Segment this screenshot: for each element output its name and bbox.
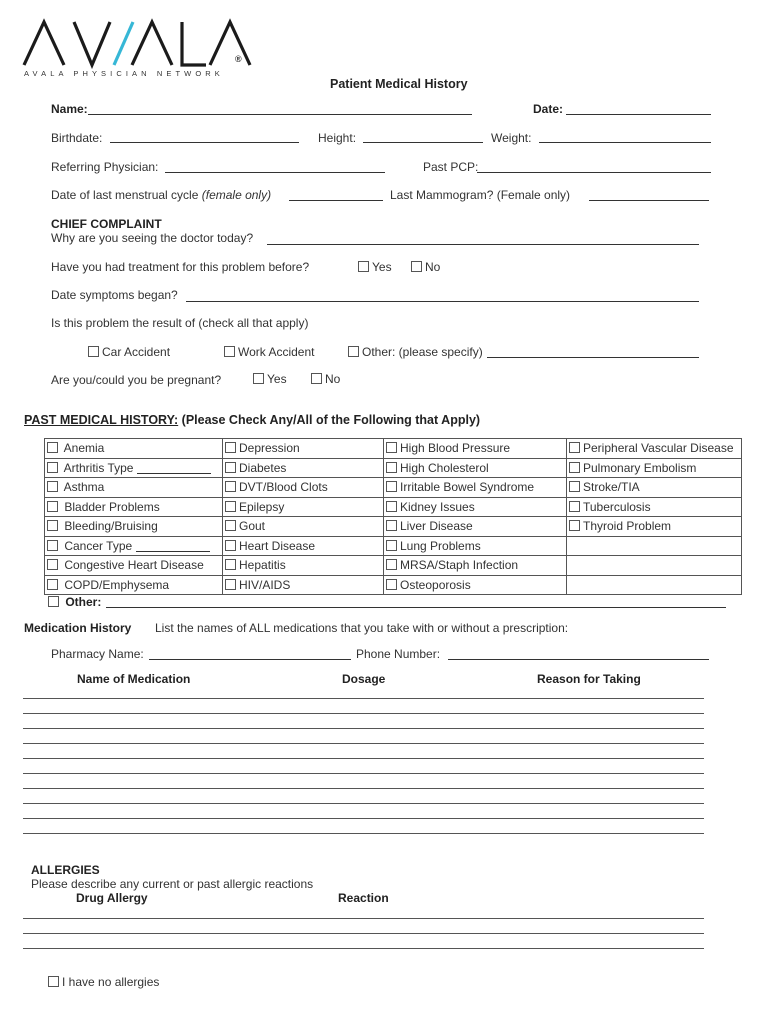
pmh-row: [45, 458, 742, 478]
pmh-checkbox[interactable]: [225, 501, 236, 512]
phone-field[interactable]: [448, 659, 709, 660]
work-accident-label: Work Accident: [238, 345, 315, 359]
registered-mark: ®: [235, 54, 242, 64]
pmh-option[interactable]: [386, 578, 471, 592]
pmh-checkbox[interactable]: [386, 579, 397, 590]
pmh-heading: [24, 413, 480, 427]
pmh-condition-label: Epilepsy: [239, 499, 285, 514]
pmh-heading-title: PAST MEDICAL HISTORY:: [24, 413, 179, 427]
pmh-condition-label: Tuberculosis: [583, 499, 651, 514]
pmh-cell: [567, 517, 742, 537]
pmh-cell: [223, 517, 384, 537]
pmh-option[interactable]: [386, 519, 473, 533]
weight-field[interactable]: [539, 142, 711, 143]
pmh-condition-label: Lung Problems: [400, 538, 481, 553]
medication-line[interactable]: [23, 728, 704, 729]
pmh-checkbox[interactable]: [569, 520, 580, 531]
pmh-cell: [45, 536, 223, 556]
pmh-option[interactable]: [225, 441, 300, 455]
pmh-checkbox[interactable]: [386, 559, 397, 570]
logo-subtitle: AVALA PHYSICIAN NETWORK: [24, 69, 224, 78]
pmh-option[interactable]: [47, 578, 169, 592]
pmh-cell: [45, 458, 223, 478]
pmh-option[interactable]: [386, 500, 475, 514]
other-cause-option[interactable]: [348, 345, 483, 359]
pmh-cell: [384, 439, 567, 459]
allergy-line[interactable]: [23, 918, 704, 919]
pmh-cell: [45, 439, 223, 459]
pmh-cell: [567, 575, 742, 595]
pmh-condition-label: Irritable Bowel Syndrome: [400, 480, 535, 495]
pmh-condition-label: MRSA/Staph Infection: [400, 558, 519, 573]
pmh-checkbox[interactable]: [569, 501, 580, 512]
pmh-option[interactable]: [569, 500, 651, 514]
pmh-checkbox[interactable]: [47, 579, 58, 590]
pmh-other-label: Other:: [65, 595, 102, 609]
pmh-option[interactable]: [225, 578, 290, 592]
pmh-checkbox[interactable]: [225, 540, 236, 551]
other-cause-label: Other: (please specify): [362, 345, 483, 359]
pmh-checkbox[interactable]: [386, 481, 397, 492]
pmh-checkbox[interactable]: [47, 442, 58, 453]
medication-line[interactable]: [23, 773, 704, 774]
pharmacy-label: Pharmacy Name:: [51, 647, 144, 661]
pmh-condition-label: Hepatitis: [239, 558, 286, 573]
pmh-type-field[interactable]: [137, 462, 211, 474]
pmh-cell: [567, 536, 742, 556]
pmh-option[interactable]: [47, 441, 104, 455]
pmh-other-field[interactable]: [106, 607, 726, 608]
pmh-cell: [45, 575, 223, 595]
pmh-condition-label: Bladder Problems: [64, 499, 160, 514]
pmh-option[interactable]: [569, 519, 671, 533]
medication-line[interactable]: [23, 833, 704, 834]
pmh-row: [45, 497, 742, 517]
pmh-condition-label: Bleeding/Bruising: [64, 519, 158, 534]
pmh-condition-label: Stroke/TIA: [583, 480, 640, 495]
pmh-option[interactable]: [386, 461, 489, 475]
pmh-checkbox[interactable]: [47, 462, 58, 473]
pmh-checkbox[interactable]: [47, 481, 58, 492]
pmh-option[interactable]: [569, 461, 696, 475]
pmh-checkbox[interactable]: [386, 520, 397, 531]
pmh-condition-label: Pulmonary Embolism: [583, 460, 697, 475]
pmh-option[interactable]: [47, 558, 204, 572]
referring-field[interactable]: [165, 172, 385, 173]
pmh-row: [45, 575, 742, 595]
pmh-checkbox[interactable]: [225, 481, 236, 492]
medication-reason-header: Reason for Taking: [537, 672, 641, 686]
pmh-condition-label: HIV/AIDS: [239, 577, 291, 592]
car-accident-label: Car Accident: [102, 345, 171, 359]
page-title: Patient Medical History: [330, 77, 468, 91]
pharmacy-field[interactable]: [149, 659, 351, 660]
pmh-condition-label: Diabetes: [239, 460, 287, 475]
treatment-yes-checkbox[interactable]: [358, 261, 369, 272]
medication-dosage-header: Dosage: [342, 672, 386, 686]
past-pcp-field[interactable]: [477, 172, 711, 173]
pmh-cell: [223, 439, 384, 459]
pmh-cell: [223, 497, 384, 517]
drug-allergy-header: Drug Allergy: [76, 891, 148, 905]
pmh-cell: [567, 439, 742, 459]
pmh-checkbox[interactable]: [47, 559, 58, 570]
pmh-cell: [567, 497, 742, 517]
pmh-option[interactable]: [47, 500, 160, 514]
mammogram-label: Last Mammogram? (Female only): [390, 188, 571, 202]
reaction-header: Reaction: [338, 891, 389, 905]
pregnant-question: Are you/could you be pregnant?: [51, 373, 222, 387]
pmh-option[interactable]: [386, 539, 481, 553]
pregnant-no-option[interactable]: [311, 372, 340, 386]
avala-logo: [22, 18, 252, 70]
pmh-cell: [384, 517, 567, 537]
medication-name-header: Name of Medication: [77, 672, 191, 686]
pmh-cell: [223, 478, 384, 498]
pmh-condition-label: Depression: [239, 441, 300, 456]
pmh-heading-instruction: (Please Check Any/All of the Following that Apply): [178, 413, 481, 427]
pmh-cell: [567, 556, 742, 576]
pmh-cell: [567, 478, 742, 498]
pmh-condition-label: DVT/Blood Clots: [239, 480, 328, 495]
other-cause-checkbox[interactable]: [348, 346, 359, 357]
menstrual-label: [51, 188, 271, 202]
work-accident-checkbox[interactable]: [224, 346, 235, 357]
pmh-cell: [223, 536, 384, 556]
no-allergies-label: I have no allergies: [62, 975, 160, 989]
pmh-condition-label: COPD/Emphysema: [64, 577, 170, 592]
date-field[interactable]: [566, 114, 711, 115]
pmh-condition-label: Thyroid Problem: [583, 519, 672, 534]
why-field[interactable]: [267, 244, 699, 245]
pmh-row: [45, 439, 742, 459]
allergy-line[interactable]: [23, 948, 704, 949]
pmh-checkbox[interactable]: [225, 579, 236, 590]
referring-label: Referring Physician:: [51, 160, 159, 174]
pmh-cell: [223, 458, 384, 478]
pmh-checkbox[interactable]: [47, 540, 58, 551]
pmh-condition-label: Heart Disease: [239, 538, 316, 553]
pmh-cell: [384, 478, 567, 498]
medication-instruction: List the names of ALL medications that you take with or without a prescription:: [155, 621, 569, 635]
pmh-option[interactable]: [569, 480, 640, 494]
pmh-cell: [384, 458, 567, 478]
pmh-cell: [223, 556, 384, 576]
medication-line[interactable]: [23, 788, 704, 789]
pmh-condition-label: Cancer Type: [64, 538, 133, 553]
pmh-condition-label: Liver Disease: [400, 519, 473, 534]
medication-line[interactable]: [23, 758, 704, 759]
no-allergies-checkbox[interactable]: [48, 976, 59, 987]
pregnant-yes-checkbox[interactable]: [253, 373, 264, 384]
weight-label: Weight:: [491, 131, 532, 145]
pmh-cell: [45, 497, 223, 517]
pregnant-no-label: No: [325, 372, 341, 386]
pmh-option[interactable]: [386, 441, 510, 455]
allergies-heading: ALLERGIES: [31, 863, 100, 877]
pmh-option[interactable]: [47, 461, 211, 475]
height-label: Height:: [318, 131, 357, 145]
pregnant-yes-label: Yes: [267, 372, 287, 386]
pmh-other-option[interactable]: [48, 595, 101, 609]
pmh-option[interactable]: [47, 539, 210, 553]
pmh-cell: [384, 575, 567, 595]
pmh-condition-label: Osteoporosis: [400, 577, 471, 592]
medication-line[interactable]: [23, 743, 704, 744]
pregnant-no-checkbox[interactable]: [311, 373, 322, 384]
pmh-cell: [45, 556, 223, 576]
pmh-condition-label: Gout: [239, 519, 266, 534]
car-accident-option[interactable]: [88, 345, 170, 359]
chief-complaint-heading: CHIEF COMPLAINT: [51, 217, 162, 231]
pmh-option[interactable]: [47, 480, 104, 494]
date-began-field[interactable]: [186, 301, 699, 302]
date-label: Date:: [533, 102, 564, 116]
pmh-row: [45, 517, 742, 537]
allergy-line[interactable]: [23, 933, 704, 934]
pmh-checkbox[interactable]: [225, 559, 236, 570]
pmh-checkbox[interactable]: [386, 501, 397, 512]
pmh-option[interactable]: [569, 441, 734, 455]
work-accident-option[interactable]: [224, 345, 314, 359]
medication-line[interactable]: [23, 803, 704, 804]
treatment-yes-label: Yes: [372, 260, 392, 274]
pmh-condition-label: High Blood Pressure: [400, 441, 511, 456]
treatment-question: Have you had treatment for this problem before?: [51, 260, 310, 274]
menstrual-label-text: Date of last menstrual cycle: [51, 188, 202, 202]
pmh-checkbox[interactable]: [386, 462, 397, 473]
name-field[interactable]: [88, 114, 472, 115]
pmh-condition-label: Peripheral Vascular Disease: [583, 441, 734, 456]
pmh-condition-label: Kidney Issues: [400, 499, 475, 514]
treatment-no-label: No: [425, 260, 441, 274]
pmh-cell: [384, 536, 567, 556]
medication-heading: Medication History: [24, 621, 132, 635]
pmh-option[interactable]: [47, 519, 158, 533]
pmh-cell: [567, 458, 742, 478]
date-began-label: Date symptoms began?: [51, 288, 178, 302]
pmh-option[interactable]: [386, 558, 518, 572]
pmh-option[interactable]: [386, 480, 534, 494]
pmh-option[interactable]: [225, 480, 328, 494]
height-field[interactable]: [363, 142, 483, 143]
pmh-option[interactable]: [225, 558, 286, 572]
pmh-checkbox[interactable]: [386, 540, 397, 551]
medication-line[interactable]: [23, 713, 704, 714]
pmh-cell: [384, 497, 567, 517]
phone-label: Phone Number:: [356, 647, 441, 661]
pmh-cell: [223, 575, 384, 595]
other-cause-field[interactable]: [487, 357, 699, 358]
pmh-table: [44, 438, 742, 595]
pmh-checkbox[interactable]: [225, 520, 236, 531]
pmh-checkbox[interactable]: [386, 442, 397, 453]
birthdate-label: Birthdate:: [51, 131, 103, 145]
treatment-yes-option[interactable]: [358, 260, 392, 274]
car-accident-checkbox[interactable]: [88, 346, 99, 357]
pmh-checkbox[interactable]: [47, 520, 58, 531]
past-pcp-label: Past PCP:: [423, 160, 479, 174]
medication-line[interactable]: [23, 698, 704, 699]
pregnant-yes-option[interactable]: [253, 372, 287, 386]
pmh-row: [45, 478, 742, 498]
pmh-checkbox[interactable]: [569, 442, 580, 453]
pmh-row: [45, 556, 742, 576]
pmh-checkbox[interactable]: [225, 462, 236, 473]
pmh-condition-label: Congestive Heart Disease: [64, 558, 204, 573]
pmh-condition-label: Anemia: [63, 441, 105, 456]
pmh-cell: [45, 517, 223, 537]
treatment-no-checkbox[interactable]: [411, 261, 422, 272]
why-label: Why are you seeing the doctor today?: [51, 231, 254, 245]
menstrual-field[interactable]: [289, 200, 383, 201]
pmh-type-field[interactable]: [136, 540, 210, 552]
pmh-option[interactable]: [225, 500, 284, 514]
pmh-cell: [45, 478, 223, 498]
pmh-option[interactable]: [225, 519, 265, 533]
birthdate-field[interactable]: [110, 142, 299, 143]
menstrual-label-note: (female only): [201, 188, 272, 202]
pmh-checkbox[interactable]: [569, 481, 580, 492]
pmh-condition-label: High Cholesterol: [400, 460, 489, 475]
allergies-description: Please describe any current or past allergic reactions: [31, 877, 314, 891]
pmh-checkbox[interactable]: [225, 442, 236, 453]
pmh-option[interactable]: [225, 461, 286, 475]
pmh-checkbox[interactable]: [47, 501, 58, 512]
pmh-condition-label: Arthritis Type: [63, 460, 134, 475]
pmh-option[interactable]: [225, 539, 315, 553]
pmh-condition-label: Asthma: [63, 480, 105, 495]
mammogram-field[interactable]: [589, 200, 709, 201]
name-label: Name:: [51, 102, 88, 116]
pmh-cell: [384, 556, 567, 576]
treatment-no-option[interactable]: [411, 260, 440, 274]
pmh-other-checkbox[interactable]: [48, 596, 59, 607]
pmh-row: [45, 536, 742, 556]
medication-line[interactable]: [23, 818, 704, 819]
result-question: Is this problem the result of (check all that apply): [51, 316, 309, 330]
no-allergies-option[interactable]: [48, 975, 159, 989]
pmh-checkbox[interactable]: [569, 462, 580, 473]
